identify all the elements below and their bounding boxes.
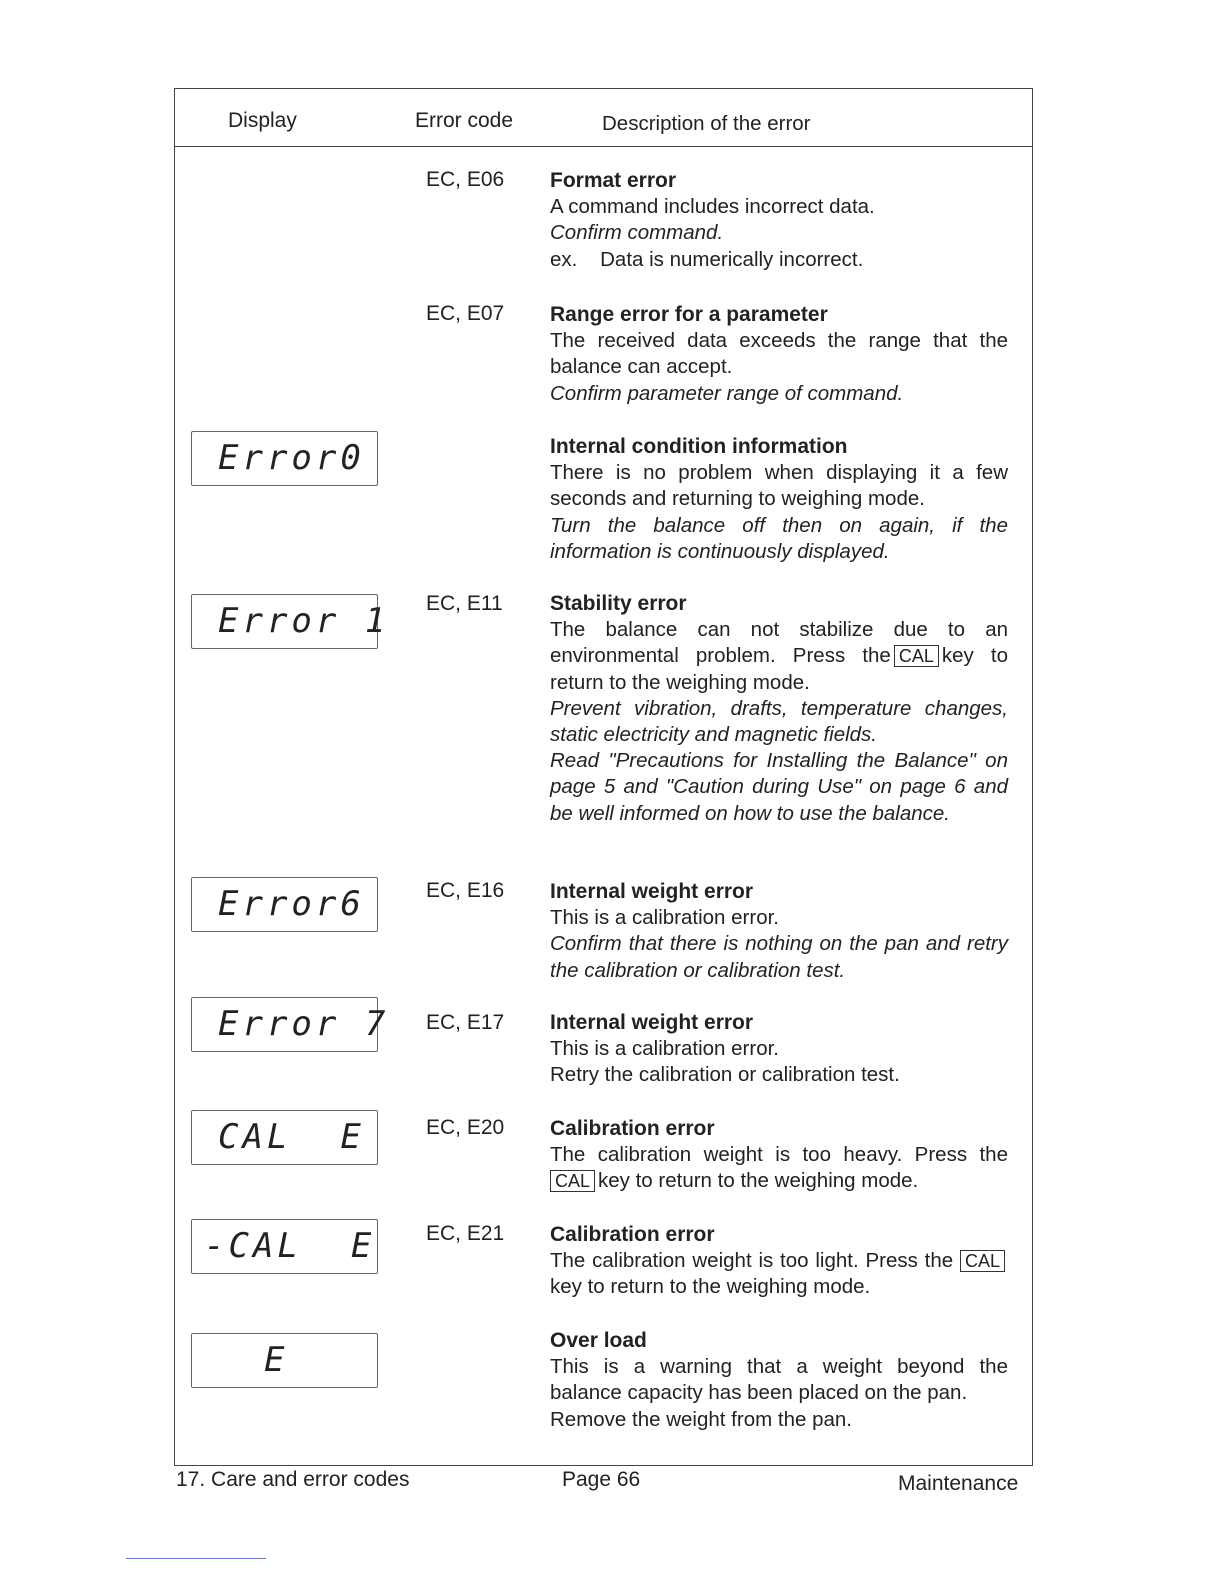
error-description xyxy=(550,1010,1008,1089)
error-text-after-key: key to return to the weighing mode. xyxy=(550,644,1008,694)
error-text-after-key: key to return to the weighing mode. xyxy=(598,1169,919,1193)
error-remedy: Confirm parameter range of command. xyxy=(550,381,904,405)
cal-key: CAL xyxy=(550,1170,595,1192)
error-text: The received data exceeds the range that the balance can accept. xyxy=(550,329,1008,379)
lcd-display: Error 1 xyxy=(191,594,378,649)
error-description xyxy=(550,591,1008,827)
error-code: EC, E06 xyxy=(426,168,505,191)
footer-chapter: Maintenance xyxy=(898,1472,1019,1495)
lcd-display: E xyxy=(191,1333,378,1388)
error-title: Internal weight error xyxy=(550,880,754,903)
error-remedy: Prevent vibration, drafts, temperature changes, static electricity and magnetic fields. xyxy=(550,696,1008,747)
error-title: Calibration error xyxy=(550,1223,715,1246)
error-text xyxy=(550,617,1008,696)
error-text: This is a warning that a weight beyond the balance capacity has been placed on the pan. xyxy=(550,1355,1008,1405)
error-text: Retry the calibration or calibration test. xyxy=(550,1063,900,1087)
error-description xyxy=(550,1328,1008,1433)
scan-artifact-line xyxy=(126,1558,266,1559)
error-text-before-key: The calibration weight is too heavy. Press the xyxy=(550,1143,1008,1167)
error-text xyxy=(550,1248,1008,1300)
error-code: EC, E17 xyxy=(426,1011,505,1034)
error-text-before-key: The calibration weight is too light. Press the xyxy=(550,1249,954,1273)
error-code: EC, E16 xyxy=(426,879,505,902)
error-title: Range error for a parameter xyxy=(550,303,828,326)
lcd-display: -CAL E xyxy=(191,1219,378,1274)
error-title: Over load xyxy=(550,1329,647,1352)
header-divider xyxy=(174,146,1033,147)
error-title: Calibration error xyxy=(550,1117,715,1140)
error-title: Format error xyxy=(550,169,677,192)
footer-section: 17. Care and error codes xyxy=(176,1468,410,1491)
header-error-code: Error code xyxy=(415,109,514,132)
error-remedy: Confirm command. xyxy=(550,221,724,245)
error-code: EC, E21 xyxy=(426,1222,505,1245)
cal-key: CAL xyxy=(894,645,939,667)
error-description xyxy=(550,168,1008,273)
error-text: This is a calibration error. xyxy=(550,1037,780,1061)
error-text-after-key: key to return to the weighing mode. xyxy=(550,1275,871,1299)
lcd-display: CAL E xyxy=(191,1110,378,1165)
error-text: This is a calibration error. xyxy=(550,906,780,930)
error-description xyxy=(550,1116,1008,1195)
cal-key: CAL xyxy=(960,1250,1005,1272)
error-remedy: Read "Precautions for Installing the Balance" on page 5 and "Caution during Use" on page 6 and be well informed on how to use the balance. xyxy=(550,749,1008,825)
error-description xyxy=(550,879,1008,984)
lcd-display: Error0 xyxy=(191,431,378,486)
error-remedy: Turn the balance off then on again, if the information is continuously displayed. xyxy=(550,513,1008,563)
lcd-display: Error 7 xyxy=(191,997,378,1052)
error-description xyxy=(550,434,1008,565)
error-text xyxy=(550,1142,1008,1194)
error-code: EC, E20 xyxy=(426,1116,505,1139)
lcd-display: Error6 xyxy=(191,877,378,932)
error-description xyxy=(550,1222,1008,1301)
error-text: There is no problem when displaying it a few seconds and returning to weighing mode. xyxy=(550,461,1008,511)
error-code: EC, E11 xyxy=(426,592,503,615)
error-title: Internal weight error xyxy=(550,1011,754,1034)
error-text: A command includes incorrect data. xyxy=(550,195,875,219)
error-code: EC, E07 xyxy=(426,302,505,325)
error-title: Stability error xyxy=(550,592,687,615)
footer-page-number: Page 66 xyxy=(562,1468,641,1491)
error-example: ex. Data is numerically incorrect. xyxy=(550,247,864,271)
error-description xyxy=(550,302,1008,407)
error-remedy: Confirm that there is nothing on the pan and retry the calibration or calibration test. xyxy=(550,932,1008,982)
error-text-before-key: The balance can not stabilize due to an environmental problem. Press the xyxy=(550,618,1008,668)
error-title: Internal condition information xyxy=(550,435,848,458)
header-description: Description of the error xyxy=(602,112,811,135)
header-display: Display xyxy=(228,109,297,132)
error-text: Remove the weight from the pan. xyxy=(550,1407,852,1431)
